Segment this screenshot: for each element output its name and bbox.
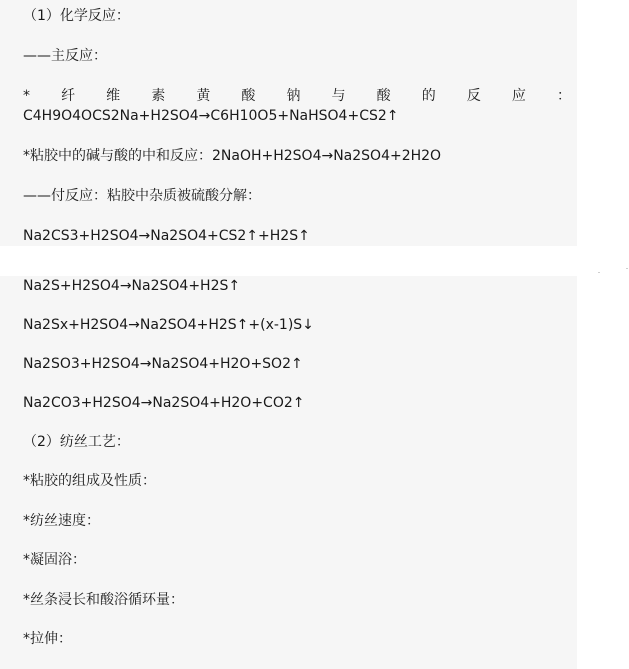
neutralization-reaction: *粘胶中的碱与酸的中和反应：2NaOH+H2SO4→Na2SO4+2H2O — [23, 148, 442, 164]
side-reaction-equation-3: Na2Sx+H2SO4→Na2SO4+H2S↑+(x-1)S↓ — [23, 317, 314, 333]
title-char: 的 — [421, 88, 436, 104]
side-reaction-equation-1: Na2CS3+H2SO4→Na2SO4+CS2↑+H2S↑ — [23, 228, 310, 244]
title-char: 与 — [331, 88, 346, 104]
spinning-item-viscose: *粘胶的组成及性质： — [23, 473, 156, 489]
xanthate-reaction-equation: C4H9O4OCS2Na+H2SO4→C6H10O5+NaHSO4+CS2↑ — [23, 108, 399, 124]
title-char: 应 — [511, 88, 526, 104]
scan-speck — [598, 272, 600, 273]
title-char: 钠 — [286, 88, 301, 104]
side-reaction-equation-2: Na2S+H2SO4→Na2SO4+H2S↑ — [23, 278, 241, 294]
title-char: ： — [556, 88, 571, 104]
spinning-item-stretching: *拉伸： — [23, 631, 72, 647]
title-char: 反 — [466, 88, 481, 104]
section-1-heading: （1）化学反应： — [23, 8, 130, 24]
spinning-item-coagulation-bath: *凝固浴： — [23, 552, 86, 568]
side-reaction-equation-5: Na2CO3+H2SO4→Na2SO4+H2O+CO2↑ — [23, 395, 305, 411]
main-reaction-heading: ——主反应： — [23, 48, 107, 64]
side-reaction-heading: ——付反应：粘胶中杂质被硫酸分解： — [23, 188, 261, 204]
title-char: 维 — [106, 88, 121, 104]
spinning-item-immersion-circulation: *丝条浸长和酸浴循环量： — [23, 592, 184, 608]
title-char: 黄 — [196, 88, 211, 104]
title-char: 酸 — [376, 88, 391, 104]
scan-speck — [626, 268, 628, 269]
section-2-heading: （2）纺丝工艺： — [23, 434, 130, 450]
xanthate-reaction-title — [23, 86, 571, 106]
spinning-item-speed: *纺丝速度： — [23, 513, 100, 529]
side-reaction-equation-4: Na2SO3+H2SO4→Na2SO4+H2O+SO2↑ — [23, 356, 303, 372]
title-char: 纤 — [61, 88, 76, 104]
title-char: 素 — [151, 88, 166, 104]
title-char: 酸 — [241, 88, 256, 104]
title-char: * — [23, 88, 30, 104]
